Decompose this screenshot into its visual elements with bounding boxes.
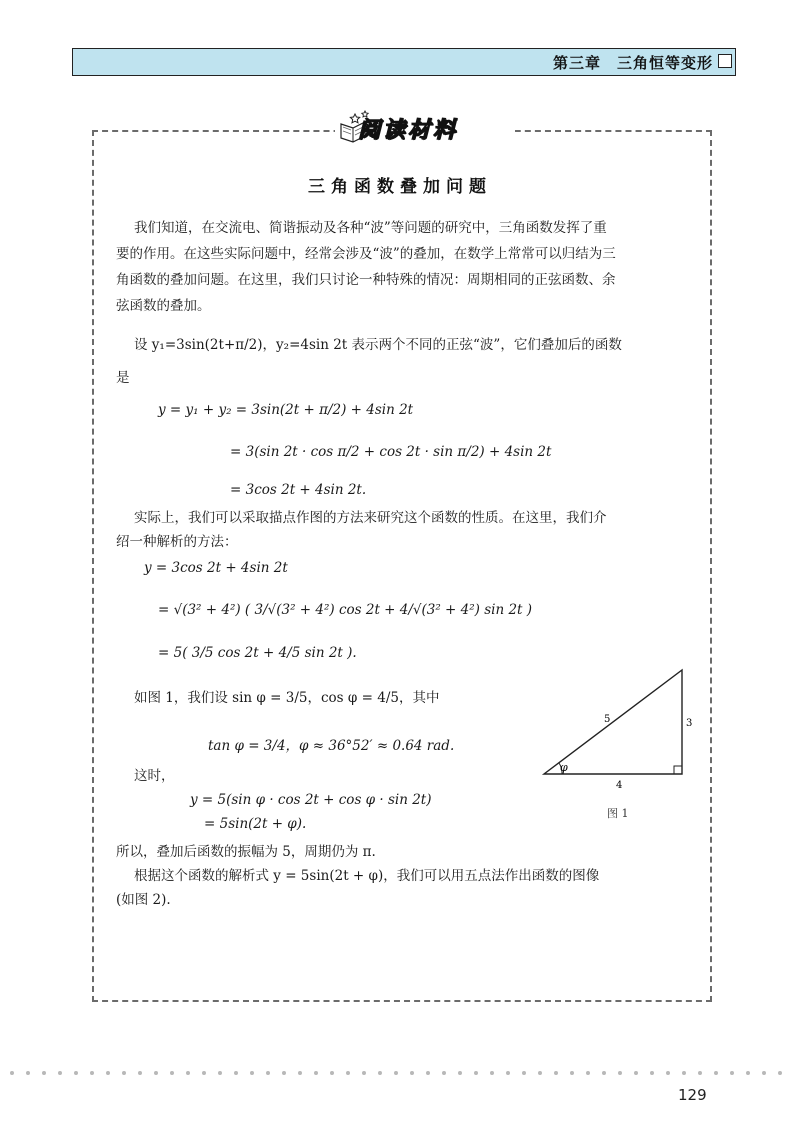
rule-dot xyxy=(42,1071,46,1075)
rule-dot xyxy=(154,1071,158,1075)
equation-line: = 5sin(2t + φ). xyxy=(204,816,307,832)
rule-dot xyxy=(538,1071,542,1075)
page-number: 129 xyxy=(678,1086,707,1104)
rule-dot xyxy=(650,1071,654,1075)
paragraph-line: 这时， xyxy=(134,768,175,784)
figure-caption: 图 1 xyxy=(607,807,629,820)
vertical-side-label: 3 xyxy=(686,718,693,729)
rule-dot xyxy=(602,1071,606,1075)
rule-dot xyxy=(490,1071,494,1075)
rule-dot xyxy=(266,1071,270,1075)
rule-dot xyxy=(74,1071,78,1075)
rule-dot xyxy=(474,1071,478,1075)
rule-dot xyxy=(10,1071,14,1075)
paragraph-line: 设 y₁=3sin(2t+π/2)，y₂=4sin 2t 表示两个不同的正弦“波”，它们叠加后的函数 xyxy=(134,337,622,353)
rule-dot xyxy=(458,1071,462,1075)
bottom-dotted-rule xyxy=(0,1068,800,1078)
equation-line: = 5( 3/5 cos 2t + 4/5 sin 2t ). xyxy=(158,645,357,661)
paragraph-line: 我们知道，在交流电、简谐振动及各种“波”等问题的研究中，三角函数发挥了重 xyxy=(134,220,607,236)
right-angle-mark xyxy=(674,766,682,774)
rule-dot xyxy=(570,1071,574,1075)
rule-dot xyxy=(730,1071,734,1075)
paragraph-line: 实际上，我们可以采取描点作图的方法来研究这个函数的性质。在这里，我们介 xyxy=(134,510,607,526)
chapter-header-band xyxy=(72,48,736,76)
rule-dot xyxy=(58,1071,62,1075)
rule-dot xyxy=(618,1071,622,1075)
angle-label: φ xyxy=(560,761,568,774)
paragraph-line: 如图 1，我们设 sin φ = 3/5，cos φ = 4/5，其中 xyxy=(134,690,440,706)
rule-dot xyxy=(314,1071,318,1075)
triangle-shape xyxy=(544,670,682,774)
equation-line: = 3(sin 2t · cos π/2 + cos 2t · sin π/2) + 4sin 2t xyxy=(230,444,552,460)
hypotenuse-label: 5 xyxy=(604,714,611,725)
paragraph-line: 绍一种解析的方法： xyxy=(116,534,238,550)
rule-dot xyxy=(762,1071,766,1075)
rule-dot xyxy=(554,1071,558,1075)
rule-dot xyxy=(90,1071,94,1075)
rule-dot xyxy=(138,1071,142,1075)
rule-dot xyxy=(250,1071,254,1075)
horizontal-side-label: 4 xyxy=(616,780,623,791)
rule-dot xyxy=(202,1071,206,1075)
rule-dot xyxy=(362,1071,366,1075)
paragraph-line: 角函数的叠加问题。在这里，我们只讨论一种特殊的情况：周期相同的正弦函数、余 xyxy=(116,272,616,288)
rule-dot xyxy=(282,1071,286,1075)
rule-dot xyxy=(170,1071,174,1075)
chapter-title: 第三章 三角恒等变形 xyxy=(552,54,713,72)
rule-dot xyxy=(234,1071,238,1075)
rule-dot xyxy=(298,1071,302,1075)
equation-line: y = 5(sin φ · cos 2t + cos φ · sin 2t) xyxy=(190,792,432,808)
rule-dot xyxy=(426,1071,430,1075)
rule-dot xyxy=(522,1071,526,1075)
rule-dot xyxy=(106,1071,110,1075)
rule-dot xyxy=(410,1071,414,1075)
equation-line: = 3cos 2t + 4sin 2t. xyxy=(230,482,367,498)
rule-dot xyxy=(378,1071,382,1075)
rule-dot xyxy=(746,1071,750,1075)
rule-dot xyxy=(26,1071,30,1075)
paragraph-line: 弦函数的叠加。 xyxy=(116,298,211,314)
paragraph-line: 要的作用。在这些实际问题中，经常会涉及“波”的叠加，在数学上常常可以归结为三 xyxy=(116,246,616,262)
equation-line: y = y₁ + y₂ = 3sin(2t + π/2) + 4sin 2t xyxy=(158,402,414,418)
rule-dot xyxy=(442,1071,446,1075)
rule-dot xyxy=(186,1071,190,1075)
rule-dot xyxy=(346,1071,350,1075)
rule-dot xyxy=(634,1071,638,1075)
right-triangle-figure xyxy=(536,664,696,794)
rule-dot xyxy=(682,1071,686,1075)
rule-dot xyxy=(218,1071,222,1075)
paragraph-line: 根据这个函数的解析式 y = 5sin(2t + φ)，我们可以用五点法作出函数的图像 xyxy=(134,868,600,884)
rule-dot xyxy=(714,1071,718,1075)
rule-dot xyxy=(778,1071,782,1075)
rule-dot xyxy=(122,1071,126,1075)
header-square-decoration xyxy=(718,54,732,68)
rule-dot xyxy=(506,1071,510,1075)
reading-material-title: 阅读材料 xyxy=(358,118,459,143)
equation-line: y = 3cos 2t + 4sin 2t xyxy=(144,560,288,576)
paragraph-line: (如图 2). xyxy=(116,892,171,908)
paragraph-line: 是 xyxy=(116,370,130,386)
rule-dot xyxy=(586,1071,590,1075)
paragraph-line: 所以，叠加后函数的振幅为 5，周期仍为 π. xyxy=(116,844,376,860)
rule-dot xyxy=(698,1071,702,1075)
equation-line: tan φ = 3/4，φ ≈ 36°52′ ≈ 0.64 rad. xyxy=(208,738,455,754)
equation-line: = √(3² + 4²) ( 3/√(3² + 4²) cos 2t + 4/√(3² + 4²) sin 2t ) xyxy=(158,602,533,618)
rule-dot xyxy=(394,1071,398,1075)
rule-dot xyxy=(666,1071,670,1075)
article-title: 三角函数叠加问题 xyxy=(308,177,492,197)
rule-dot xyxy=(330,1071,334,1075)
